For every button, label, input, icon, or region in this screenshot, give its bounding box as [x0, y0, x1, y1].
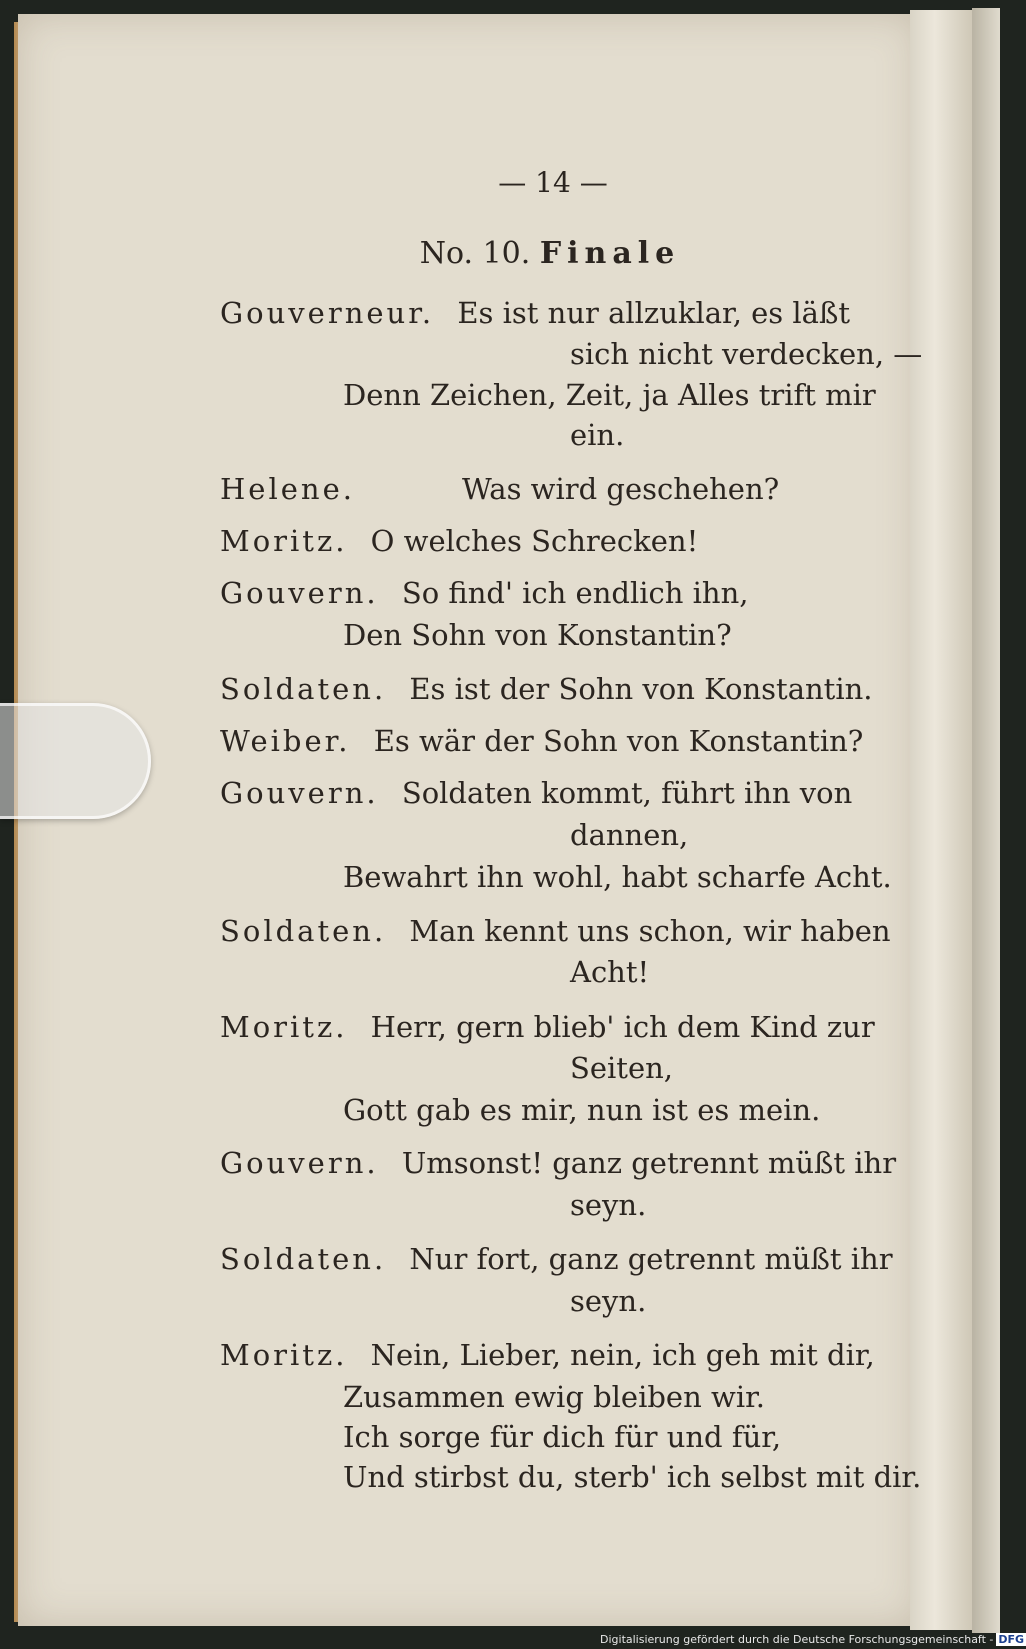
text-line: [343, 1380, 765, 1414]
speaker-name: Gouvern.: [220, 1146, 379, 1180]
line-text: Nein, Lieber, nein, ich geh mit dir,: [370, 1338, 875, 1372]
credit-text: Digitalisierung gefördert durch die Deutsche Forschungsgemeinschaft -: [600, 1633, 994, 1646]
line-text: Es ist nur allzuklar, es läßt: [457, 296, 850, 330]
text-line: [220, 472, 355, 506]
text-line: [220, 672, 872, 706]
line-text: So find' ich endlich ihn,: [401, 576, 749, 610]
line-text: O welches Schrecken!: [370, 524, 699, 558]
text-line: [570, 955, 649, 989]
page-number: — 14 —: [498, 166, 608, 199]
line-text: Herr, gern blieb' ich dem Kind zur: [370, 1010, 875, 1044]
text-line: [570, 337, 922, 371]
section-number: No. 10.: [419, 236, 531, 271]
speaker-name: Soldaten.: [220, 1242, 387, 1276]
speaker-name: Moritz.: [220, 1338, 348, 1372]
text-line: [220, 296, 850, 330]
line-text: Den Sohn von Konstantin?: [343, 618, 732, 652]
line-text: seyn.: [570, 1284, 647, 1318]
text-line: [570, 418, 624, 452]
text-line: [343, 1420, 781, 1454]
digitization-credit: [600, 1632, 1025, 1648]
text-line: [220, 524, 698, 558]
line-text: Soldaten kommt, führt ihn von: [401, 776, 853, 810]
line-text: Es wär der Sohn von Konstantin?: [373, 724, 864, 758]
line-text: Seiten,: [570, 1051, 674, 1085]
text-line: [343, 860, 892, 894]
text-line: [220, 576, 749, 610]
line-text: Acht!: [570, 955, 650, 989]
text-line: [220, 1242, 893, 1276]
line-text: dannen,: [570, 818, 689, 852]
line-text: Bewahrt ihn wohl, habt scharfe Acht.: [343, 860, 892, 894]
speaker-name: Weiber.: [220, 724, 351, 758]
line-text: Umsonst! ganz getrennt müßt ihr: [401, 1146, 897, 1180]
line-text: Nur fort, ganz getrennt müßt ihr: [409, 1242, 893, 1276]
text-line: [343, 1093, 820, 1127]
speaker-name: Gouvern.: [220, 776, 379, 810]
text-line: [343, 618, 732, 652]
line-text: Es ist der Sohn von Konstantin.: [409, 672, 873, 706]
text-line: [462, 472, 779, 506]
text-line: [220, 776, 852, 810]
text-line: [343, 1460, 921, 1494]
section-title: [390, 236, 710, 271]
dfg-logo: DFG: [998, 1633, 1025, 1646]
line-text: Ich sorge für dich für und für,: [343, 1420, 782, 1454]
text-line: [570, 818, 688, 852]
speaker-name: Helene.: [220, 472, 355, 506]
text-line: [343, 378, 876, 412]
line-text: Gott gab es mir, nun ist es mein.: [343, 1093, 821, 1127]
line-text: Zusammen ewig bleiben wir.: [343, 1380, 765, 1414]
line-text: Man kennt uns schon, wir haben: [409, 914, 891, 948]
speaker-name: Soldaten.: [220, 914, 387, 948]
text-line: [220, 1146, 896, 1180]
section-name: Finale: [539, 236, 681, 271]
speaker-name: Moritz.: [220, 1010, 348, 1044]
text-line: [570, 1188, 646, 1222]
speaker-name: Gouverneur.: [220, 296, 435, 330]
line-text: Was wird geschehen?: [462, 472, 780, 506]
text-line: [570, 1051, 673, 1085]
text-line: [220, 914, 891, 948]
line-text: Denn Zeichen, Zeit, ja Alles trift mir: [343, 378, 876, 412]
text-line: [220, 1338, 875, 1372]
line-text: seyn.: [570, 1188, 647, 1222]
line-text: Und stirbst du, sterb' ich selbst mit dir.: [343, 1460, 922, 1494]
line-text: ein.: [570, 418, 625, 452]
text-line: [220, 724, 863, 758]
text-line: [570, 1284, 646, 1318]
speaker-name: Soldaten.: [220, 672, 387, 706]
speaker-name: Moritz.: [220, 524, 348, 558]
line-text: sich nicht verdecken, —: [570, 337, 923, 371]
speaker-name: Gouvern.: [220, 576, 379, 610]
text-line: [220, 1010, 875, 1044]
